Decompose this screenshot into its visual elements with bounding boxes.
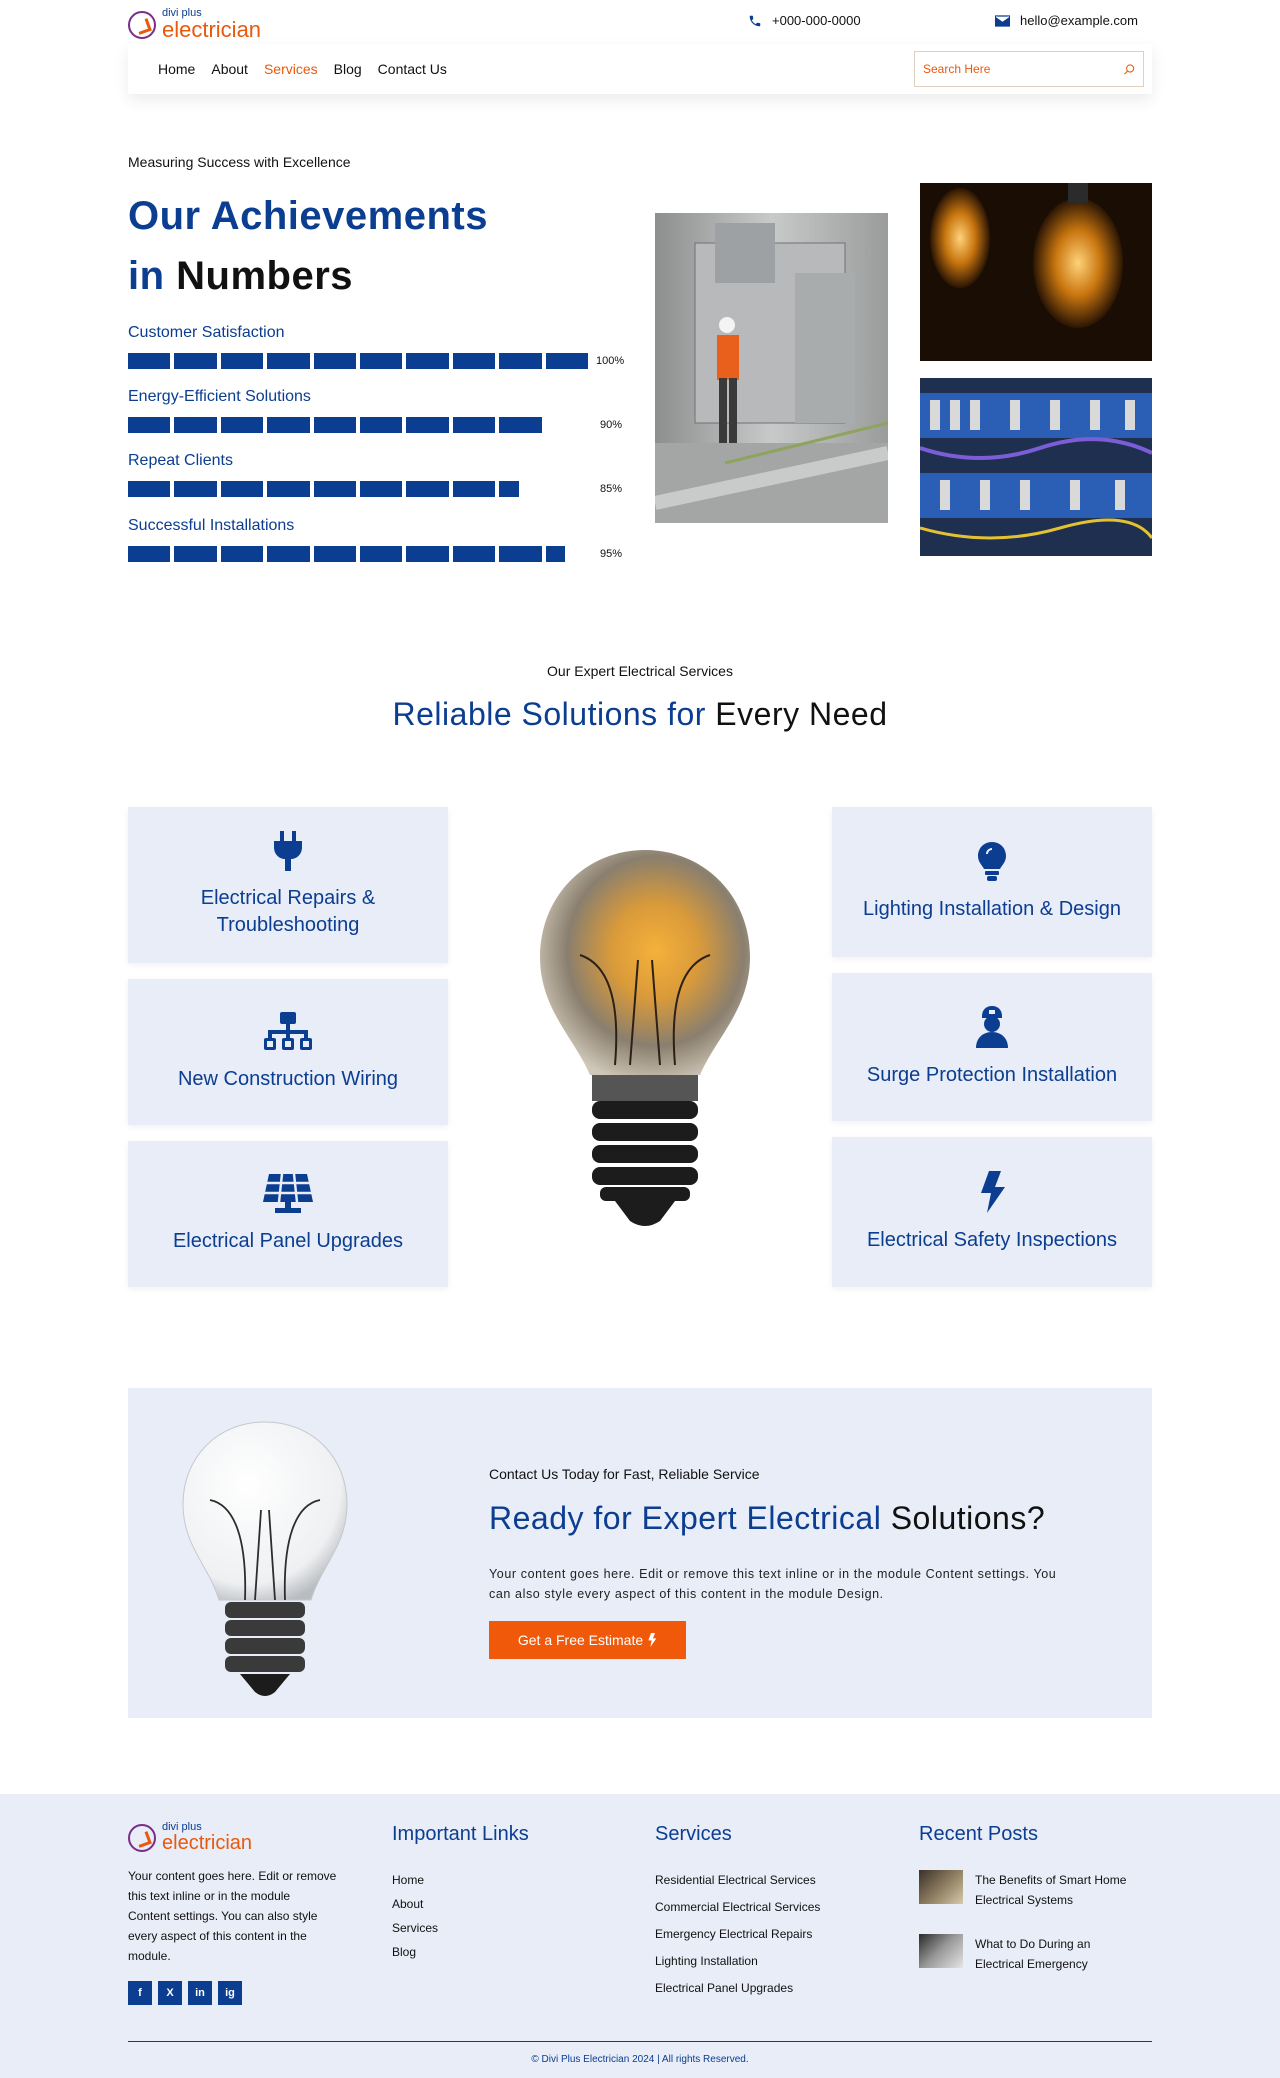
services-eyebrow: Our Expert Electrical Services xyxy=(547,663,733,679)
progress-bar xyxy=(128,353,588,369)
bar-percent: 100% xyxy=(596,355,625,367)
bar-percent: 95% xyxy=(600,548,623,560)
service-card-repairs[interactable] xyxy=(128,807,448,963)
progress-segment xyxy=(499,481,519,497)
cta-body: Your content goes here. Edit or remove this text inline or in the module Content settings. You can also style every aspect of this content in the module Design. xyxy=(489,1567,1057,1601)
progress-segment xyxy=(360,481,402,497)
search-icon[interactable] xyxy=(1123,63,1135,76)
cta-title-blue: Ready for Expert Electrical xyxy=(489,1500,882,1536)
main-navigation xyxy=(128,44,1152,94)
services-title-blue: Reliable Solutions for xyxy=(392,696,706,732)
footer-about: Your content goes here. Edit or remove this text inline or in the module Content settings. You can also style every aspect of this content in the module. xyxy=(128,1869,337,1963)
service-card-lighting[interactable] xyxy=(832,807,1152,957)
progress-segment xyxy=(314,546,356,562)
search-box xyxy=(914,51,1144,87)
progress-segment xyxy=(314,353,356,369)
footer-services-list xyxy=(655,1873,820,1995)
progress-segment xyxy=(360,417,402,433)
panel-photo xyxy=(920,378,1152,556)
footer-links-title: Important Links xyxy=(392,1823,529,1845)
achievements-title-numbers: Numbers xyxy=(176,254,354,298)
service-title: Lighting Installation & Design xyxy=(863,897,1121,920)
header-phone[interactable] xyxy=(748,13,861,28)
footer-service-link[interactable]: Emergency Electrical Repairs xyxy=(655,1927,813,1941)
footer-service-link[interactable]: Electrical Panel Upgrades xyxy=(655,1981,794,1995)
x-twitter-icon[interactable]: X xyxy=(158,1981,182,2005)
progress-segment xyxy=(267,481,309,497)
service-title: New Construction Wiring xyxy=(177,1067,399,1090)
progress-segment xyxy=(453,481,495,497)
progress-bar xyxy=(128,546,565,562)
progress-segment xyxy=(128,353,170,369)
progress-segment xyxy=(314,481,356,497)
logo-icon xyxy=(128,11,156,39)
footer-link-about[interactable]: About xyxy=(392,1897,424,1911)
footer-service-link[interactable]: Commercial Electrical Services xyxy=(655,1900,821,1914)
network-icon xyxy=(264,1012,312,1052)
cta-title-dark: Solutions? xyxy=(890,1500,1046,1536)
footer-services-title: Services xyxy=(655,1823,732,1845)
phone-icon xyxy=(748,14,762,28)
email-text: hello@example.com xyxy=(1020,13,1138,28)
bulbs-photo xyxy=(920,183,1152,361)
phone-text: +000-000-0000 xyxy=(772,13,861,28)
post-thumbnail xyxy=(919,1870,963,1904)
progress-segment xyxy=(360,546,402,562)
cta-eyebrow: Contact Us Today for Fast, Reliable Service xyxy=(489,1466,760,1482)
bar-label: Energy-Efficient Solutions xyxy=(128,388,311,405)
progress-segment xyxy=(174,481,216,497)
progress-segment xyxy=(406,546,448,562)
footer-links-list xyxy=(392,1873,438,1959)
service-card-safety[interactable] xyxy=(832,1137,1152,1287)
footer-link-blog[interactable]: Blog xyxy=(392,1945,417,1959)
copyright: © Divi Plus Electrician 2024 | All rights Reserved. xyxy=(531,2054,749,2065)
progress-bar xyxy=(128,417,542,433)
progress-segment xyxy=(499,546,541,562)
lightbulb-icon xyxy=(977,842,1007,882)
progress-segment xyxy=(128,481,170,497)
clear-bulb-image xyxy=(175,1420,355,1710)
get-estimate-button[interactable]: Get a Free Estimate xyxy=(489,1621,686,1659)
progress-segment xyxy=(546,353,588,369)
progress-segment xyxy=(221,546,263,562)
progress-segment xyxy=(221,481,263,497)
progress-segment xyxy=(406,417,448,433)
progress-segment xyxy=(453,417,495,433)
progress-segment xyxy=(314,417,356,433)
facebook-icon[interactable]: f xyxy=(128,1981,152,2005)
bar-percent: 90% xyxy=(600,419,623,431)
service-title: Electrical Panel Upgrades xyxy=(172,1229,404,1252)
progress-segment xyxy=(174,417,216,433)
footer-link-services[interactable]: Services xyxy=(392,1921,439,1935)
search-input[interactable] xyxy=(923,62,1123,76)
lit-bulb-image xyxy=(520,845,770,1265)
logo-small-text: divi plus xyxy=(162,1821,202,1833)
logo-small-text: divi plus xyxy=(162,7,202,19)
post-title: The Benefits of Smart Home Electrical Systems xyxy=(975,1873,1127,1907)
bolt-icon xyxy=(647,1633,657,1647)
bar-label: Customer Satisfaction xyxy=(128,324,285,341)
progress-segment xyxy=(128,546,170,562)
bar-label: Repeat Clients xyxy=(128,452,233,469)
progress-segment xyxy=(546,546,565,562)
recent-post[interactable] xyxy=(919,1870,1126,1910)
progress-segment xyxy=(128,417,170,433)
footer-service-link[interactable]: Lighting Installation xyxy=(655,1954,758,1968)
progress-segment xyxy=(174,546,216,562)
achievements-title-line2 xyxy=(128,246,353,306)
mail-icon xyxy=(995,15,1010,27)
progress-bar xyxy=(128,481,519,497)
linkedin-icon[interactable]: in xyxy=(188,1981,212,2005)
footer-service-link[interactable]: Residential Electrical Services xyxy=(655,1873,816,1887)
service-title: Electrical Safety Inspections xyxy=(866,1228,1118,1251)
logo-icon xyxy=(128,1824,156,1852)
progress-segment xyxy=(360,353,402,369)
progress-segment xyxy=(453,353,495,369)
bar-percent: 85% xyxy=(600,483,623,495)
footer-divider xyxy=(128,2041,1152,2042)
nav-blog[interactable]: Blog xyxy=(333,61,362,77)
progress-segment xyxy=(499,417,541,433)
services-title-dark: Every Need xyxy=(715,696,888,732)
progress-segment xyxy=(406,353,448,369)
logo-big-text: electrician xyxy=(162,1832,253,1854)
solar-panel-icon xyxy=(263,1174,313,1214)
progress-segment xyxy=(221,417,263,433)
recent-post[interactable] xyxy=(919,1934,1090,1974)
cta-title xyxy=(489,1500,1045,1537)
achievements-title-in: in xyxy=(128,254,165,298)
site-logo[interactable] xyxy=(128,8,261,41)
worker-icon xyxy=(974,1006,1010,1048)
footer-link-home[interactable]: Home xyxy=(392,1873,425,1887)
achievements-eyebrow: Measuring Success with Excellence xyxy=(128,154,351,170)
nav-about[interactable]: About xyxy=(211,61,248,77)
footer-logo[interactable] xyxy=(128,1822,252,1853)
nav-home[interactable]: Home xyxy=(158,61,196,77)
service-title: Surge Protection Installation xyxy=(866,1063,1118,1086)
progress-segment xyxy=(174,353,216,369)
progress-segment xyxy=(267,353,309,369)
footer-posts-title: Recent Posts xyxy=(919,1823,1038,1845)
post-thumbnail xyxy=(919,1934,963,1968)
social-links xyxy=(128,1981,242,2005)
bolt-icon xyxy=(979,1171,1005,1213)
nav-contact[interactable]: Contact Us xyxy=(377,61,447,77)
service-card-panel[interactable] xyxy=(128,1141,448,1287)
progress-segment xyxy=(453,546,495,562)
service-card-surge[interactable] xyxy=(832,973,1152,1121)
nav-services[interactable]: Services xyxy=(263,61,318,77)
header-email[interactable] xyxy=(995,13,1138,28)
progress-segment xyxy=(267,546,309,562)
achievements-title-line1: Our Achievements xyxy=(128,194,488,238)
service-title: Electrical Repairs & Troubleshooting xyxy=(200,887,376,936)
post-title: What to Do During an Electrical Emergency xyxy=(975,1937,1091,1971)
plug-icon xyxy=(272,831,304,871)
logo-big-text: electrician xyxy=(162,17,262,42)
services-title xyxy=(0,696,1280,733)
worker-photo xyxy=(655,213,888,523)
progress-segment xyxy=(499,353,541,369)
progress-segment xyxy=(267,417,309,433)
instagram-icon[interactable]: ig xyxy=(218,1981,242,2005)
progress-segment xyxy=(406,481,448,497)
bar-label: Successful Installations xyxy=(128,517,295,534)
service-card-wiring[interactable] xyxy=(128,979,448,1125)
progress-segment xyxy=(221,353,263,369)
